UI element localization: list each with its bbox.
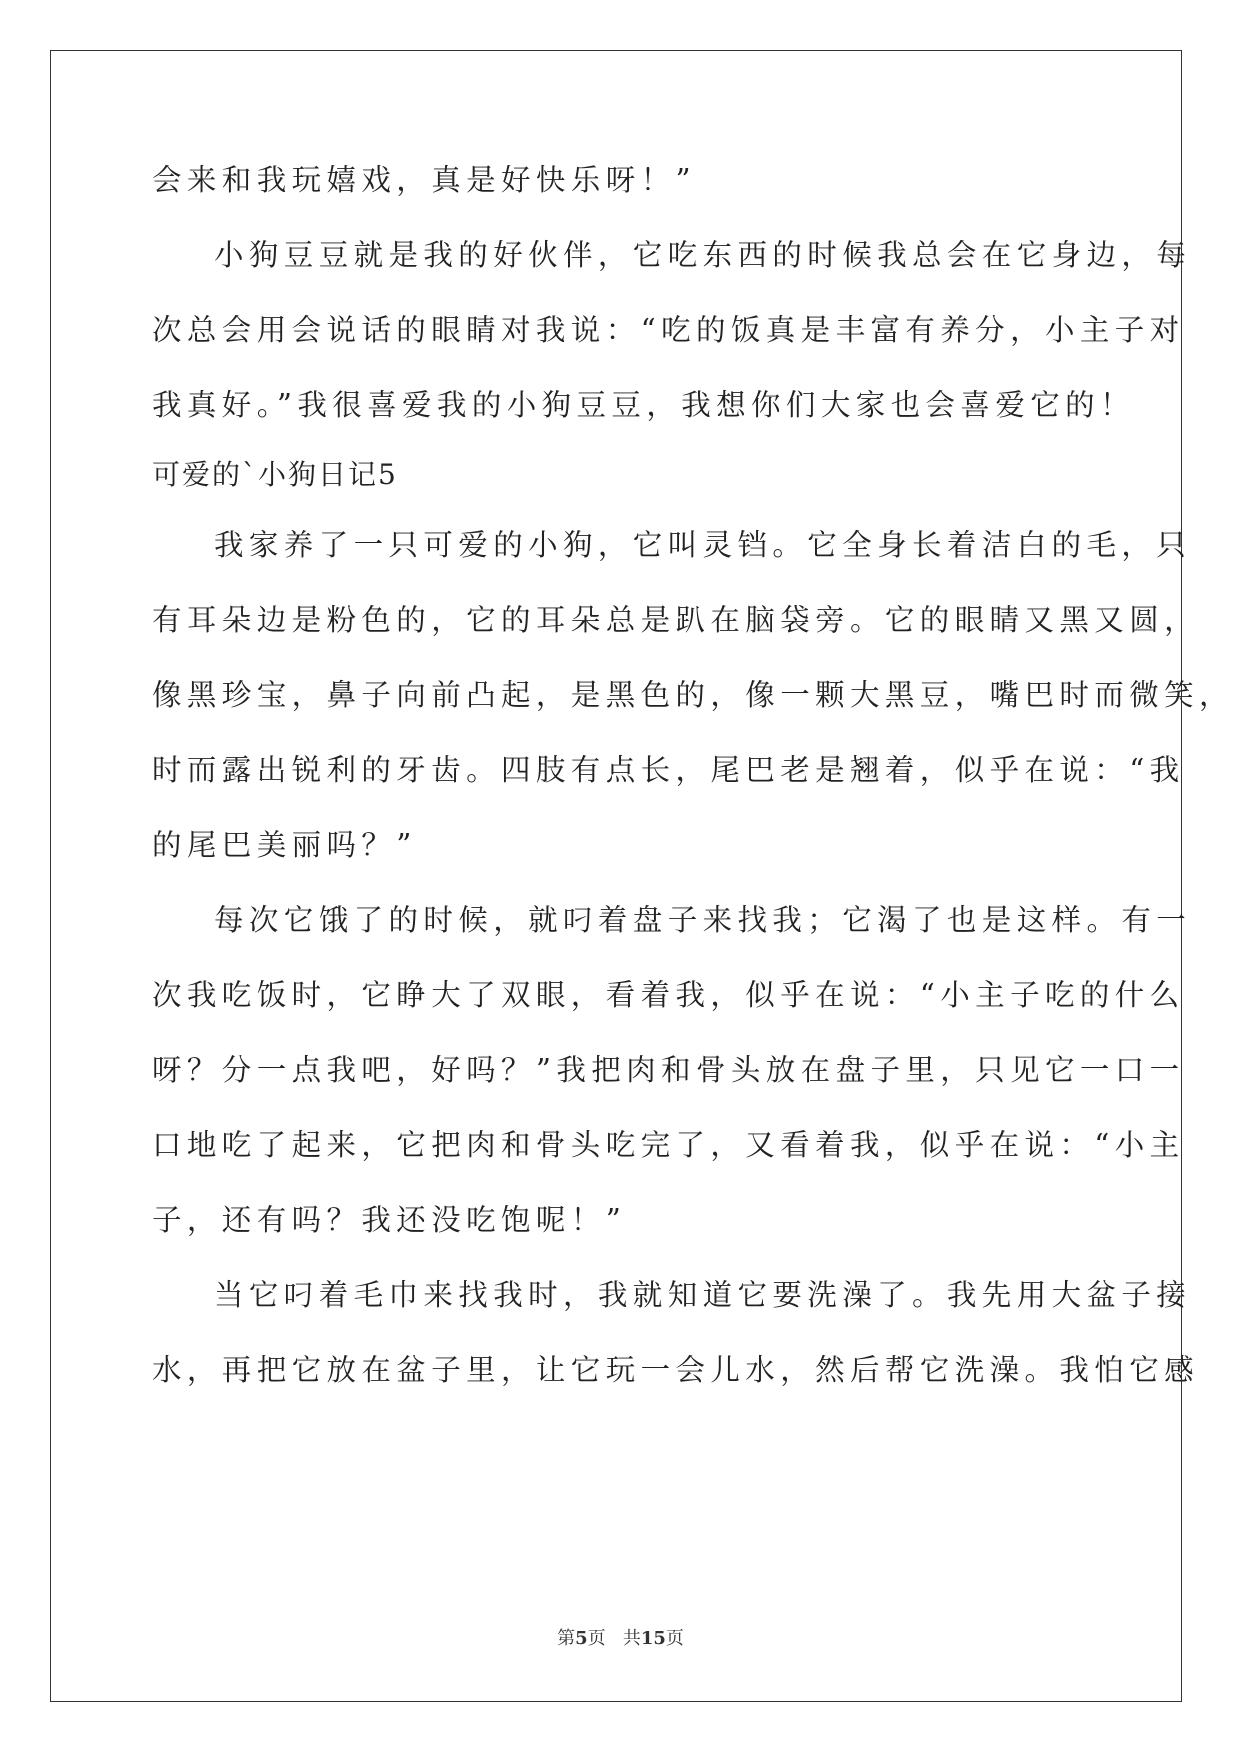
paragraph-start-line: 每次它饿了的时候，就叼着盘子来找我；它渴了也是这样。有一 bbox=[214, 903, 1192, 937]
text-line: 有耳朵边是粉色的，它的耳朵总是趴在脑袋旁。它的眼睛又黑又圆， bbox=[152, 603, 1200, 637]
text-line: 时而露出锐利的牙齿。四肢有点长，尾巴老是翘着，似乎在说：“我 bbox=[152, 753, 1185, 787]
page-suffix: 页 bbox=[587, 1628, 606, 1649]
paragraph-start-line: 我家养了一只可爱的小狗，它叫灵铛。它全身长着洁白的毛，只 bbox=[214, 528, 1192, 562]
text-line: 会来和我玩嬉戏，真是好快乐呀！” bbox=[152, 163, 696, 197]
text-line: 像黑珍宝，鼻子向前凸起，是黑色的，像一颗大黑豆，嘴巴时而微笑， bbox=[152, 678, 1234, 712]
section-heading: 可爱的`小狗日记5 bbox=[152, 458, 398, 491]
paragraph-start-line: 当它叼着毛巾来找我时，我就知道它要洗澡了。我先用大盆子接 bbox=[214, 1278, 1192, 1312]
text-line: 的尾巴美丽吗？” bbox=[152, 828, 417, 862]
page-border bbox=[50, 50, 1182, 1702]
text-line: 呀？分一点我吧，好吗？”我把肉和骨头放在盘子里，只见它一口一 bbox=[152, 1053, 1185, 1087]
page-footer bbox=[0, 1624, 1241, 1650]
total-pages: 15 bbox=[640, 1628, 666, 1649]
page-prefix: 第 bbox=[557, 1628, 576, 1649]
text-line: 口地吃了起来，它把肉和骨头吃完了，又看着我，似乎在说：“小主 bbox=[152, 1128, 1185, 1162]
text-line: 我真好。”我很喜爱我的小狗豆豆，我想你们大家也会喜爱它的！ bbox=[152, 388, 1135, 422]
paragraph-start-line: 小狗豆豆就是我的好伙伴，它吃东西的时候我总会在它身边，每 bbox=[214, 238, 1192, 272]
text-line: 水，再把它放在盆子里，让它玩一会儿水，然后帮它洗澡。我怕它感 bbox=[152, 1353, 1200, 1387]
total-suffix: 页 bbox=[665, 1628, 684, 1649]
page-number: 5 bbox=[575, 1628, 588, 1649]
text-line: 子，还有吗？我还没吃饱呢！” bbox=[152, 1203, 627, 1237]
text-line: 次总会用会说话的眼睛对我说：“吃的饭真是丰富有养分，小主子对 bbox=[152, 313, 1185, 347]
text-line: 次我吃饭时，它睁大了双眼，看着我，似乎在说：“小主子吃的什么 bbox=[152, 978, 1185, 1012]
total-prefix: 共 bbox=[622, 1628, 641, 1649]
